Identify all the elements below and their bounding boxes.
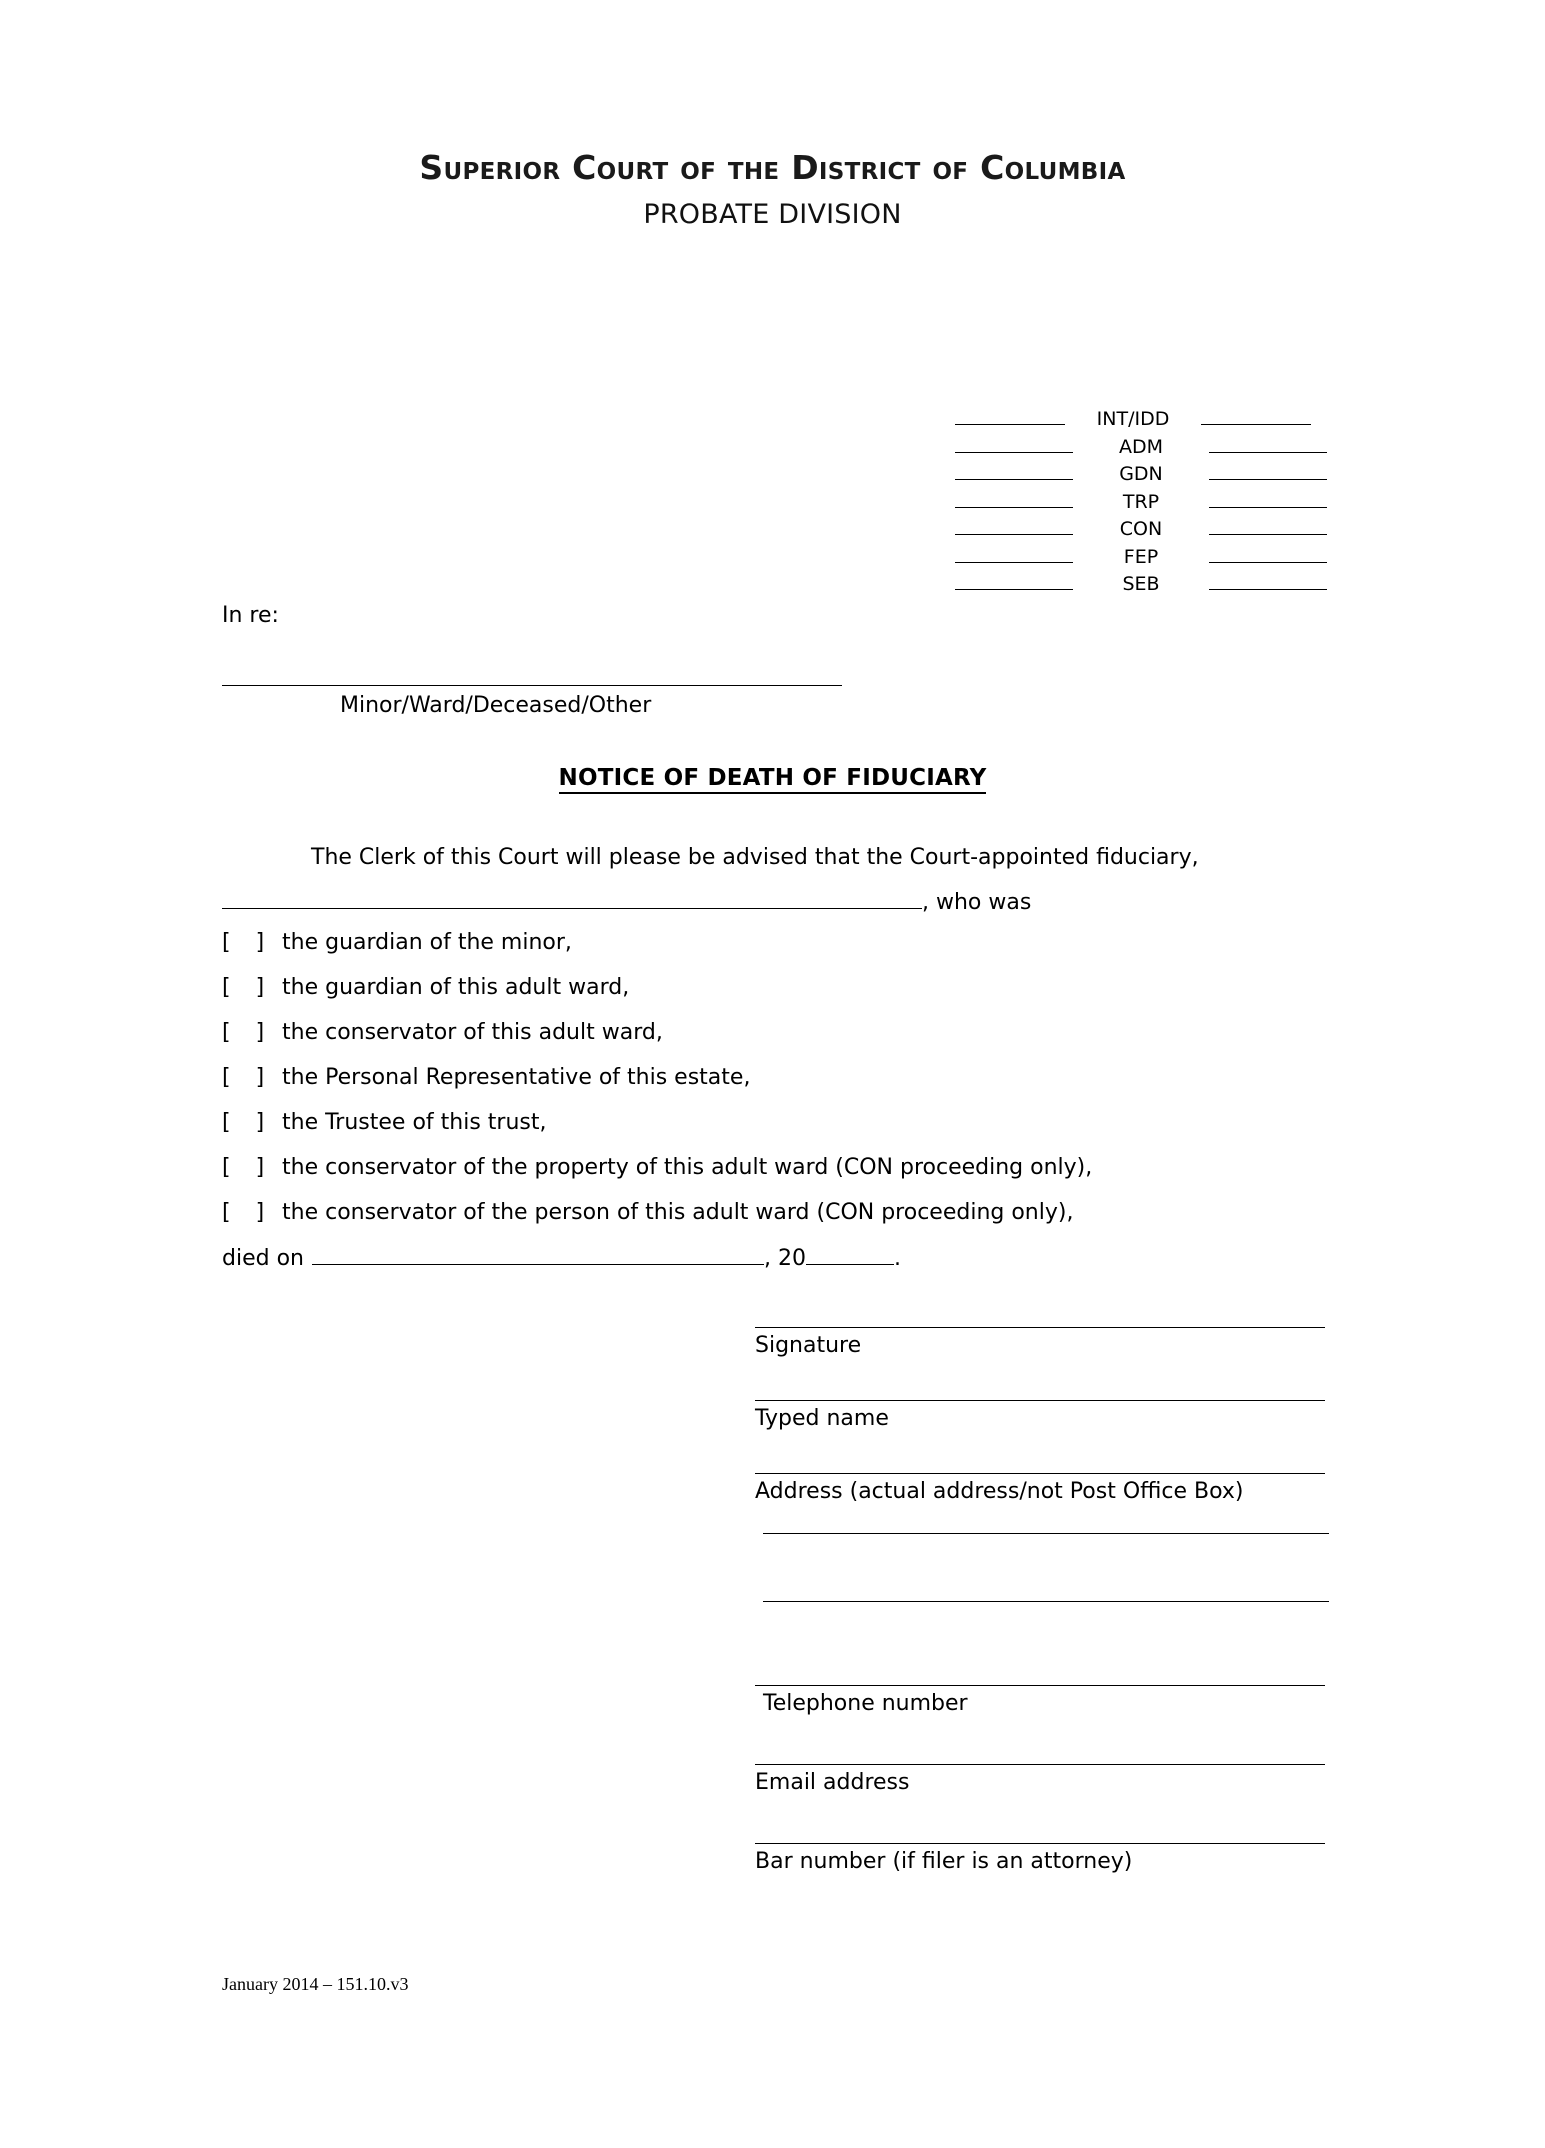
code-row: [955, 489, 1335, 517]
page-title-text: NOTICE OF DEATH OF FIDUCIARY: [559, 765, 987, 794]
form-footer: January 2014 – 151.10.v3: [222, 1974, 409, 1994]
code-right-blank[interactable]: [1209, 572, 1327, 590]
checklist-item-personal-representative[interactable]: [222, 1065, 1092, 1110]
subject-name-blank[interactable]: [222, 685, 842, 686]
probate-form-page: [0, 148, 1545, 2148]
spacer: [755, 1358, 1335, 1399]
code-right-blank[interactable]: [1209, 435, 1327, 453]
code-left-blank[interactable]: [955, 517, 1073, 535]
intro-paragraph: The Clerk of this Court will please be advised that the Court-appointed fiduciary,: [311, 845, 1199, 870]
code-right-blank[interactable]: [1209, 545, 1327, 563]
email-label: Email address: [755, 1770, 910, 1795]
checkbox[interactable]: [ ]: [222, 1110, 266, 1135]
code-right-blank[interactable]: [1209, 462, 1327, 480]
bar-number-label: Bar number (if filer is an attorney): [755, 1849, 1133, 1874]
checklist-item-label: the conservator of the person of this adult ward (CON proceeding only),: [282, 1200, 1074, 1225]
code-label: TRP: [1122, 490, 1160, 513]
code-row: [955, 516, 1335, 544]
checklist-item-trustee[interactable]: [222, 1110, 1092, 1155]
checklist-item-conservator-person[interactable]: [222, 1200, 1092, 1245]
code-left-blank[interactable]: [955, 435, 1073, 453]
died-on-label: died on: [222, 1246, 304, 1271]
year-prefix-label: , 20: [763, 1246, 806, 1271]
signature-label: Signature: [755, 1333, 862, 1358]
code-row: [955, 571, 1335, 599]
checklist-item-guardian-adult-ward[interactable]: [222, 975, 1092, 1020]
died-on-row: [222, 1246, 901, 1271]
checklist-item-conservator-property[interactable]: [222, 1155, 1092, 1200]
court-title: Superior Court of the District of Columbia: [419, 148, 1126, 187]
address-label: Address (actual address/not Post Office Box): [755, 1479, 1244, 1504]
code-row: [955, 461, 1335, 489]
checklist-item-label: the guardian of the minor,: [282, 930, 572, 955]
address-blank-line-2[interactable]: [763, 1532, 1329, 1534]
checklist-item-guardian-minor[interactable]: [222, 930, 1092, 975]
code-label: ADM: [1118, 435, 1164, 458]
email-blank[interactable]: [755, 1763, 1325, 1765]
in-re-label: In re:: [222, 603, 279, 628]
checkbox[interactable]: [ ]: [222, 1065, 266, 1090]
code-label: CON: [1119, 518, 1163, 540]
code-right-blank[interactable]: [1209, 490, 1327, 508]
signature-blank[interactable]: [755, 1326, 1325, 1328]
signature-block: [755, 1326, 1335, 1874]
fiduciary-name-row: [222, 890, 1031, 915]
code-left-blank[interactable]: [955, 572, 1073, 590]
code-right-blank[interactable]: [1209, 517, 1327, 535]
capacity-checklist: [222, 930, 1092, 1245]
telephone-label: Telephone number: [763, 1691, 968, 1716]
page-title: [0, 765, 1545, 791]
checklist-item-conservator-adult-ward[interactable]: [222, 1020, 1092, 1065]
spacer: [755, 1431, 1335, 1472]
code-left-blank[interactable]: [955, 462, 1073, 480]
death-year-blank[interactable]: [806, 1246, 894, 1265]
code-label: GDN: [1119, 463, 1163, 485]
death-date-blank[interactable]: [312, 1246, 764, 1265]
bar-number-blank[interactable]: [755, 1842, 1325, 1844]
checklist-item-label: the guardian of this adult ward,: [282, 975, 630, 1000]
code-row: [955, 406, 1335, 434]
checkbox[interactable]: [ ]: [222, 975, 266, 1000]
checkbox[interactable]: [ ]: [222, 930, 266, 955]
code-left-blank[interactable]: [955, 490, 1073, 508]
checklist-item-label: the Trustee of this trust,: [282, 1110, 547, 1135]
division-title: PROBATE DIVISION: [643, 199, 902, 230]
code-left-blank[interactable]: [955, 407, 1065, 425]
fiduciary-name-blank[interactable]: [222, 890, 922, 909]
code-left-blank[interactable]: [955, 545, 1073, 563]
period-label: .: [893, 1246, 901, 1271]
after-name-text: , who was: [922, 890, 1032, 915]
checklist-item-label: the conservator of the property of this adult ward (CON proceeding only),: [282, 1155, 1093, 1180]
subject-caption: Minor/Ward/Deceased/Other: [340, 693, 652, 718]
address-blank-line-3[interactable]: [763, 1600, 1329, 1602]
checklist-item-label: the conservator of this adult ward,: [282, 1020, 663, 1045]
checkbox[interactable]: [ ]: [222, 1020, 266, 1045]
code-label: SEB: [1122, 573, 1160, 595]
code-row: [955, 544, 1335, 572]
case-code-box: [955, 406, 1335, 599]
code-label: FEP: [1123, 545, 1159, 568]
checkbox[interactable]: [ ]: [222, 1155, 266, 1180]
address-blank-line-1[interactable]: [755, 1472, 1325, 1474]
code-row: [955, 434, 1335, 462]
code-label: INT/IDD: [1096, 408, 1170, 430]
telephone-blank[interactable]: [755, 1684, 1325, 1686]
checkbox[interactable]: [ ]: [222, 1200, 266, 1225]
typed-name-label: Typed name: [755, 1406, 889, 1431]
checklist-item-label: the Personal Representative of this estate,: [282, 1065, 751, 1090]
code-right-blank[interactable]: [1201, 407, 1311, 425]
typed-name-blank[interactable]: [755, 1399, 1325, 1401]
